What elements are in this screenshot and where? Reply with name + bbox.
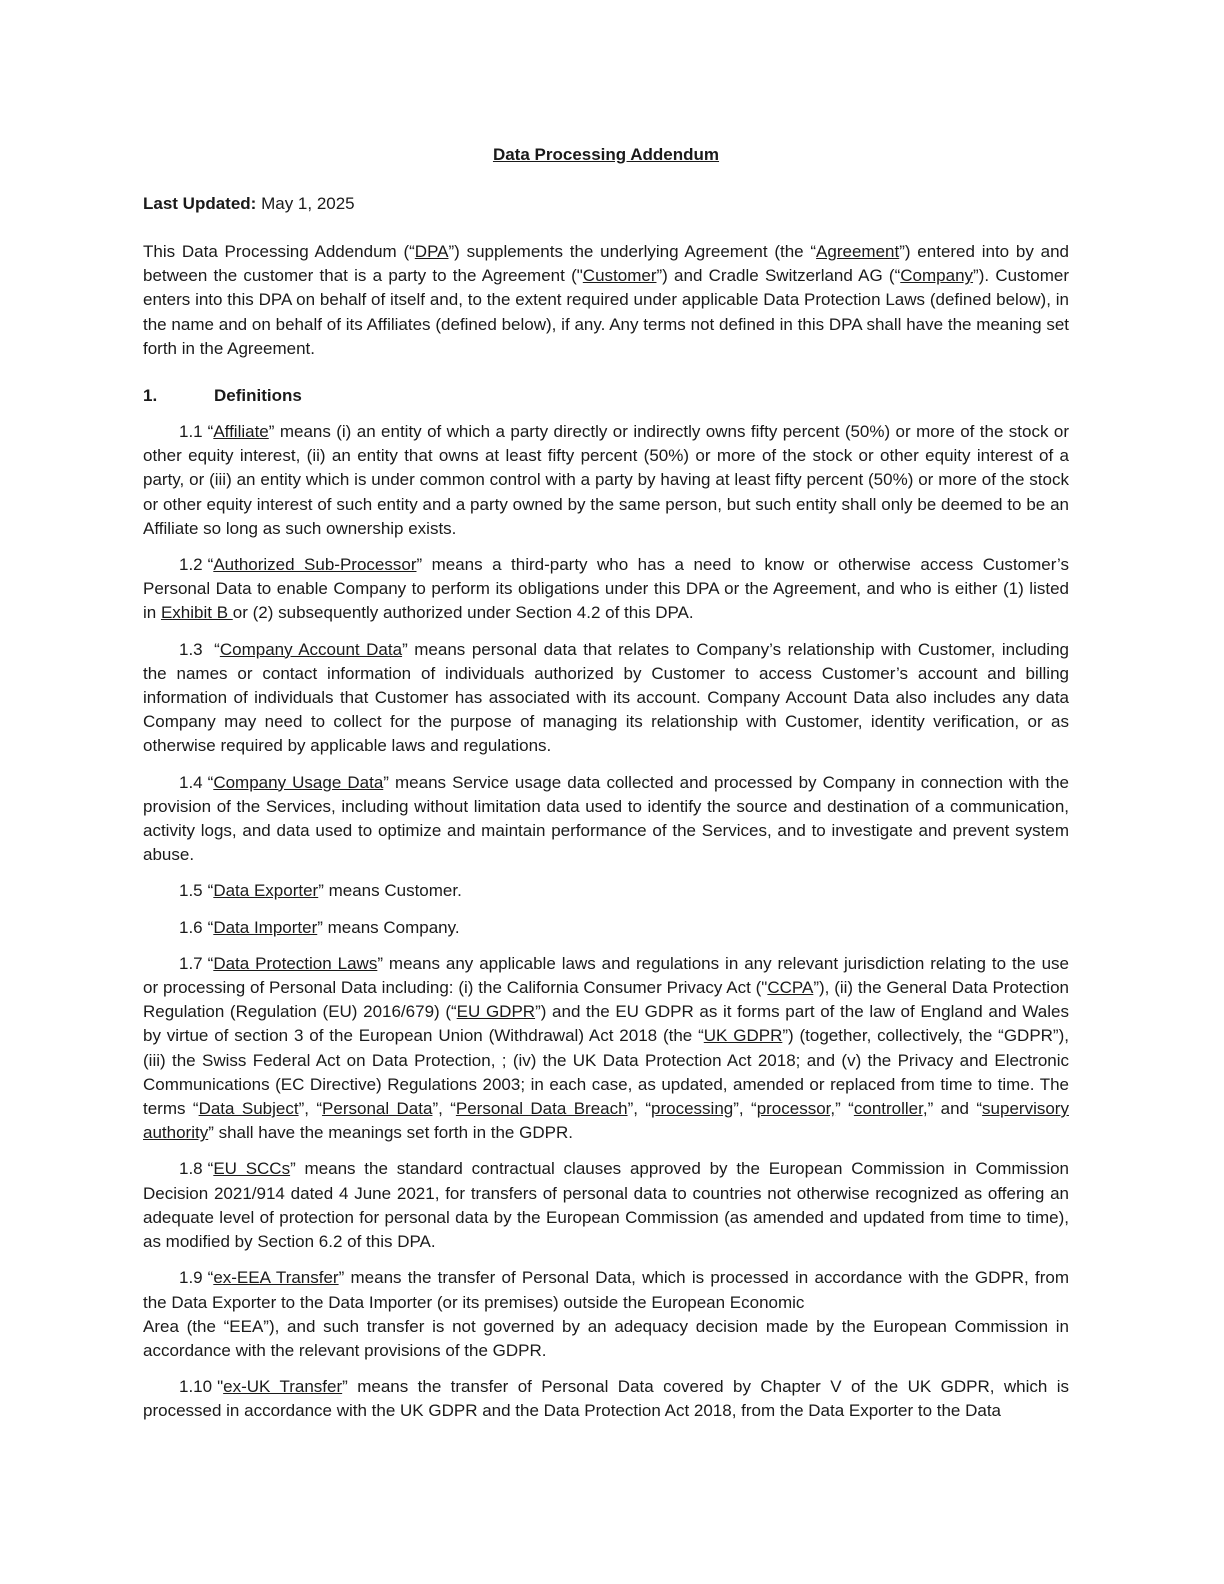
- definition-1-8: 1.8 “EU SCCs” means the standard contractual clauses approved by the European Commission in Commission Decision 2021/914 dated 4 June 2021, for transfers of personal data to countries not otherwise recognized as offering an adequate level of protection for personal data by the European Commission (as amended and updated from time to time), as modified by Section 6.2 of this DPA.: [143, 1159, 1070, 1252]
- definition-1-5: 1.5 “Data Exporter” means Customer.: [179, 881, 462, 901]
- definition-number: 1.3: [179, 639, 203, 659]
- defined-term: processing: [651, 1099, 734, 1119]
- definitions-list: [143, 420, 1069, 1436]
- defined-term: Affiliate: [213, 422, 269, 441]
- defined-term: UK GDPR: [703, 1026, 783, 1046]
- definition-1-3: 1.3 “Company Account Data” means personal data that relates to Company’s relationship with Customer, including the names or contact information of individuals authorized by Customer to access Customer’s account and billing information of individuals that Customer has associated with its account. Company Account Data also includes any data Company may need to collect for the purpose of managing its relationship with Customer, identity verification, or as otherwise required by applicable laws and regulations.: [143, 639, 1069, 756]
- defined-term: Data Subject: [198, 1099, 299, 1119]
- last-updated-label: Last Updated:: [143, 194, 257, 213]
- definition-1-9: 1.9 “ex-EEA Transfer” means the transfer of Personal Data, which is processed in accordance with the GDPR, from the Data Exporter to the Data Importer (or its premises) outside the European Economic Area (the “EEA”), and such transfer is not governed by an adequacy decision made by the European Commission in accordance with the relevant provisions of the GDPR.: [143, 1268, 1069, 1360]
- definition-number: 1.8: [179, 1159, 203, 1179]
- defined-term: EU SCCs: [213, 1159, 291, 1179]
- defined-term: Agreement: [816, 242, 900, 261]
- definition-number: 1.10: [179, 1377, 213, 1397]
- defined-term: Authorized Sub-Processor: [213, 555, 417, 575]
- definition-number: 1.6: [179, 917, 203, 937]
- defined-term: Data Importer: [213, 917, 318, 937]
- last-updated-date: May 1, 2025: [261, 194, 355, 213]
- defined-term: EU GDPR: [456, 1002, 536, 1022]
- defined-term: Personal Data: [322, 1099, 433, 1119]
- defined-term: CCPA: [767, 978, 814, 998]
- defined-term: Data Exporter: [213, 881, 319, 901]
- defined-term: Customer: [582, 266, 657, 286]
- definition-number: 1.9: [179, 1268, 203, 1288]
- section-number: 1.: [143, 386, 158, 405]
- defined-term: DPA: [414, 242, 449, 261]
- definition-number: 1.7: [179, 953, 203, 973]
- defined-term: ex-EEA Transfer: [213, 1268, 339, 1288]
- definition-number: 1.5: [179, 881, 203, 901]
- defined-term: supervisory authority: [143, 1099, 1069, 1143]
- defined-term: Company Usage Data: [213, 772, 384, 792]
- defined-term: controller,: [853, 1099, 928, 1119]
- defined-term: processor,: [756, 1099, 836, 1119]
- definition-number: 1.1: [179, 422, 203, 441]
- last-updated: [143, 192, 355, 216]
- document-title: Data Processing Addendum: [492, 145, 720, 164]
- section-heading: [143, 384, 302, 408]
- definition-1-6: 1.6 “Data Importer” means Company.: [179, 917, 460, 937]
- definition-1-4: 1.4 “Company Usage Data” means Service usage data collected and processed by Company in connection with the provision of the Services, including without limitation data used to identify the source and destination of a communication, activity logs, and data used to optimize and maintain performance of the Services, and to investigate and prevent system abuse.: [143, 772, 1069, 865]
- defined-term: Company Account Data: [219, 639, 403, 659]
- defined-term: Personal Data Breach: [455, 1099, 628, 1119]
- defined-term: Data Protection Laws: [213, 953, 378, 973]
- definition-1-2: 1.2 “Authorized Sub-Processor” means a third-party who has a need to know or otherwise access Customer’s Personal Data to enable Company to perform its obligations under this DPA or the Agreement, and who is either (1) listed in Exhibit B or (2) subsequently authorized under Section 4.2 of this DPA.: [143, 555, 1069, 623]
- definition-1-1: 1.1 “Affiliate” means (i) an entity of which a party directly or indirectly owns fifty percent (50%) or more of the stock or other equity interest, (ii) an entity that owns at least fifty percent (50%) or more of the stock or other equity interest of a party, or (iii) an entity which is under common control with a party by having at least fifty percent (50%) or more of the stock or other equity interest of such entity and a party owned by the same person, but such entity shall only be deemed to be an Affiliate so long as such ownership exists.: [143, 422, 1069, 538]
- definition-1-10: 1.10 "ex-UK Transfer” means the transfer of Personal Data covered by Chapter V of the UK GDPR, which is processed in accordance with the UK GDPR and the Data Protection Act 2018, from the Data Exporter to the Data: [143, 1377, 1069, 1421]
- intro-paragraph: This Data Processing Addendum (“DPA”) supplements the underlying Agreement (the “Agreement”) entered into by and between the customer that is a party to the Agreement ("Customer”) and Cradle Switzerland AG (“Company”). Customer enters into this DPA on behalf of itself and, to the extent required under applicable Data Protection Laws (defined below), in the name and on behalf of its Affiliates (defined below), if any. Any terms not defined in this DPA shall have the meaning set forth in the Agreement.: [143, 242, 1069, 358]
- definition-1-7: 1.7 “Data Protection Laws” means any applicable laws and regulations in any relevant jurisdiction relating to the use or processing of Personal Data including: (i) the California Consumer Privacy Act ("CCPA”), (ii) the General Data Protection Regulation (Regulation (EU) 2016/679) (“EU GDPR”) and the EU GDPR as it forms part of the law of England and Wales by virtue of section 3 of the European Union (Withdrawal) Act 2018 (the “UK GDPR”) (together, collectively, the “GDPR”), (iii) the Swiss Federal Act on Data Protection, ; (iv) the UK Data Protection Act 2018; and (v) the Privacy and Electronic Communications (EC Directive) Regulations 2003; in each case, as updated, amended or replaced from time to time. The terms “Data Subject”, “Personal Data”, “Personal Data Breach”, “processing”, “processor,” “controller,” and “supervisory authority” shall have the meanings set forth in the GDPR.: [143, 953, 1069, 1143]
- definition-number: 1.4: [179, 772, 203, 792]
- definition-number: 1.2: [179, 555, 203, 575]
- defined-term: Exhibit B: [160, 603, 233, 623]
- defined-term: ex-UK Transfer: [223, 1377, 343, 1397]
- defined-term: Company: [900, 266, 974, 286]
- section-title: Definitions: [214, 386, 302, 405]
